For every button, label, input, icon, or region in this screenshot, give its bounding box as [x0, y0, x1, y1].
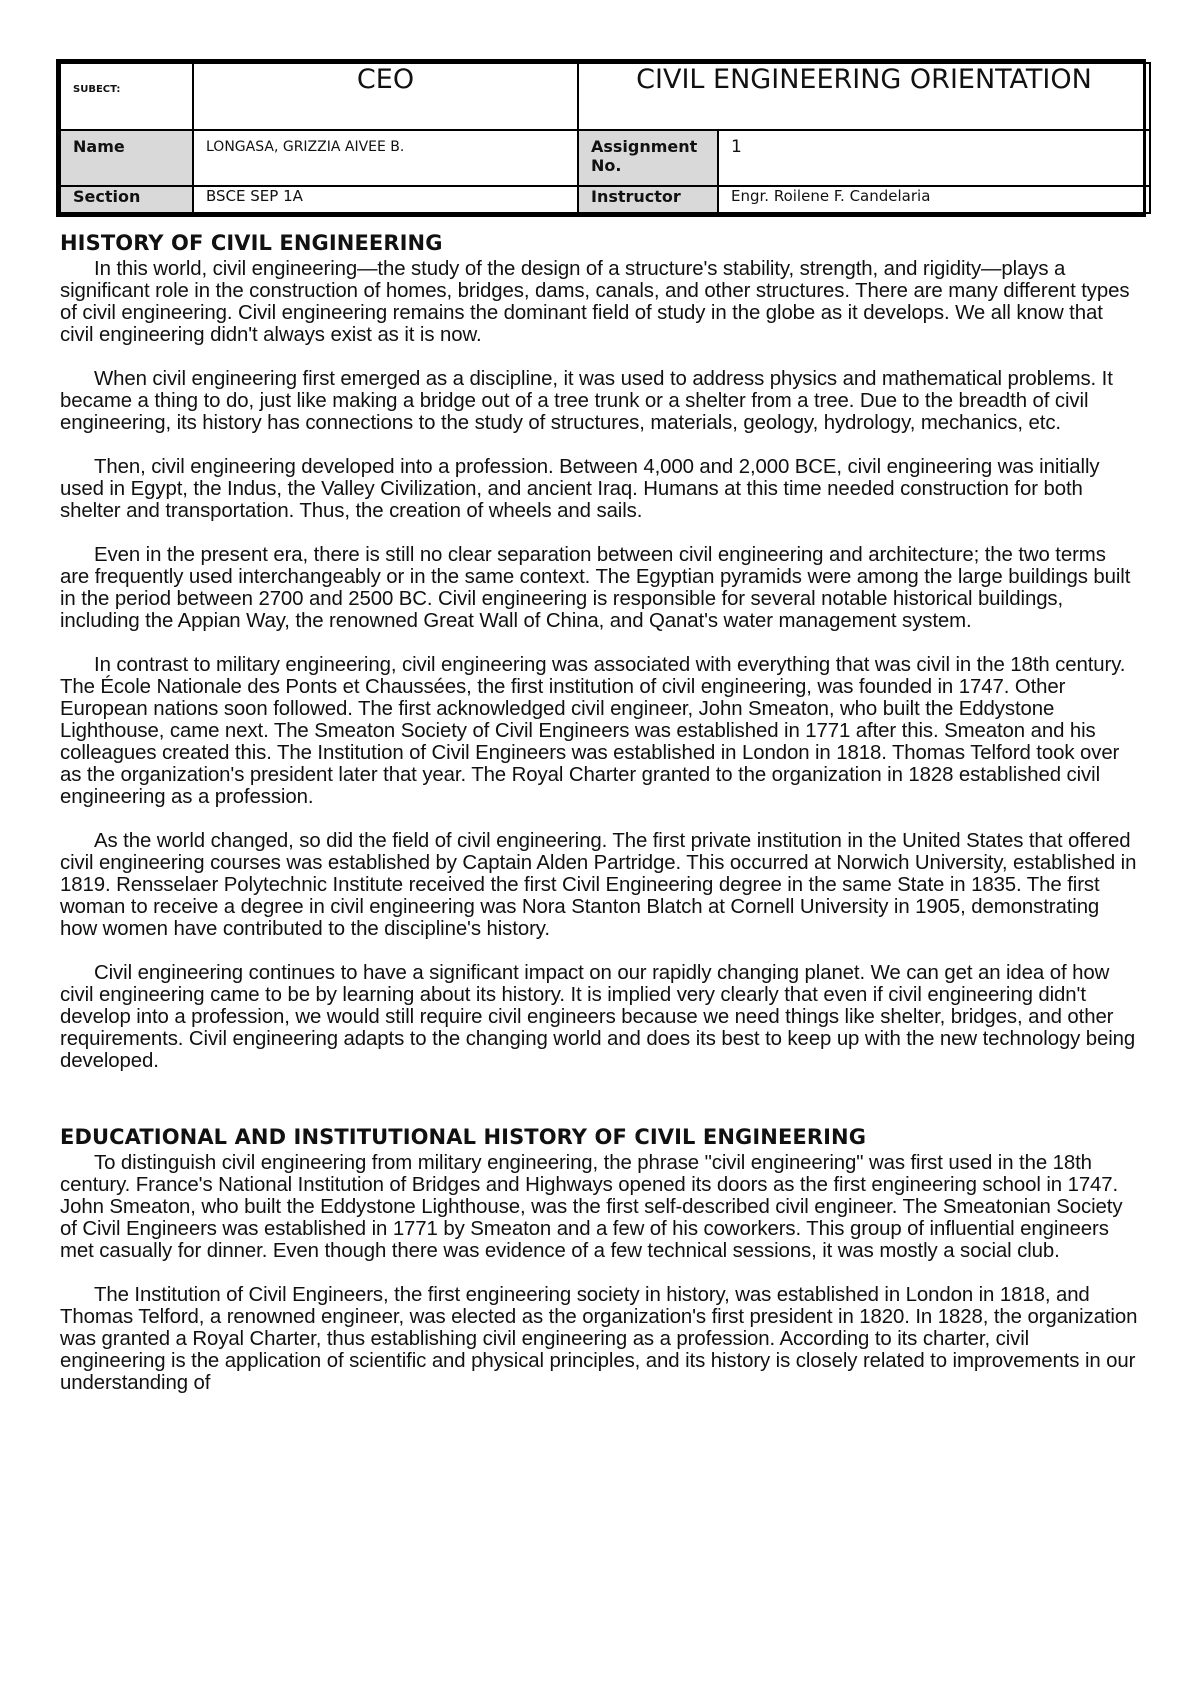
subject-code: CEO: [193, 63, 578, 130]
paragraph: Even in the present era, there is still no clear separation between civil engineering and architecture; the two terms are frequently used interchangeably or in the same context. The Egyptian pyramids were among the large buildings built in the period between 2700 and 2500 BC. Civil engineering is responsible for several notable historical buildings, including the Appian Way, the renowned Great Wall of China, and Qanat's water management system.: [60, 544, 1131, 632]
name-label: Name: [60, 130, 193, 186]
paragraph: As the world changed, so did the field of civil engineering. The first private institution in the United States that offered civil engineering courses was established by Captain Alden Partridge. This occurred at Norwich University, established in 1819. Rensselaer Polytechnic Institute received the first Civil Engineering degree in the same State in 1835. The first woman to receive a degree in civil engineering was Nora Stanton Blatch at Cornell University in 1905, demonstrating how women have contributed to the discipline's history.: [60, 830, 1137, 940]
paragraph: When civil engineering first emerged as a discipline, it was used to address physics and mathematical problems. It became a thing to do, just like making a bridge out of a tree trunk or a shelter from a tree. Due to the breadth of civil engineering, its history has connections to the study of structures, materials, geology, hydrology, mechanics, etc.: [60, 368, 1113, 434]
section-value: BSCE SEP 1A: [193, 186, 578, 213]
assignment-header-table: [56, 59, 1146, 217]
document-body: [60, 228, 1140, 1394]
section-label: Section: [60, 186, 193, 213]
section-row: [60, 186, 1150, 213]
name-value: LONGASA, GRIZZIA AIVEE B.: [193, 130, 578, 186]
instructor-value: Engr. Roilene F. Candelaria: [718, 186, 1150, 213]
subject-row: [60, 63, 1150, 130]
section-heading-educational-history: EDUCATIONAL AND INSTITUTIONAL HISTORY OF CIVIL ENGINEERING: [60, 1125, 867, 1149]
instructor-label: Instructor: [578, 186, 718, 213]
paragraph: The Institution of Civil Engineers, the first engineering society in history, was established in London in 1818, and Thomas Telford, a renowned engineer, was elected as the organization's first president in 1820. In 1828, the organization was granted a Royal Charter, thus establishing civil engineering as a profession. According to its charter, civil engineering is the application of scientific and physical principles, and its history is closely related to improvements in our understanding of: [60, 1284, 1138, 1394]
assignment-value: 1: [718, 130, 1150, 186]
paragraph: Civil engineering continues to have a significant impact on our rapidly changing planet. We can get an idea of how civil engineering came to be by learning about its history. It is implied very clearly that even if civil engineering didn't develop into a profession, we would still require civil engineers because we need things like shelter, bridges, and other requirements. Civil engineering adapts to the changing world and does its best to keep up with the new technology being developed.: [60, 962, 1136, 1072]
paragraph: In this world, civil engineering—the study of the design of a structure's stability, strength, and rigidity—plays a significant role in the construction of homes, bridges, dams, canals, and other structures. There are many different types of civil engineering. Civil engineering remains the dominant field of study in the globe as it develops. We all know that civil engineering didn't always exist as it is now.: [60, 258, 1130, 346]
subject-label: SUBECT:: [60, 63, 193, 130]
assignment-label: Assignment No.: [578, 130, 718, 186]
paragraph: Then, civil engineering developed into a profession. Between 4,000 and 2,000 BCE, civil engineering was initially used in Egypt, the Indus, the Valley Civilization, and ancient Iraq. Humans at this time needed construction for both shelter and transportation. Thus, the creation of wheels and sails.: [60, 456, 1100, 522]
section-heading-history: HISTORY OF CIVIL ENGINEERING: [60, 231, 443, 255]
paragraph: To distinguish civil engineering from military engineering, the phrase "civil engineering" was first used in the 18th century. France's National Institution of Bridges and Highways opened its doors as the first engineering school in 1747. John Smeaton, who built the Eddystone Lighthouse, was the first self-described civil engineer. The Smeatonian Society of Civil Engineers was established in 1771 by Smeaton and a few of his coworkers. This group of influential engineers met casually for dinner. Even though there was evidence of a few technical sessions, it was mostly a social club.: [60, 1152, 1123, 1262]
subject-title: CIVIL ENGINEERING ORIENTATION: [578, 63, 1150, 130]
name-row: [60, 130, 1150, 186]
paragraph: In contrast to military engineering, civil engineering was associated with everything that was civil in the 18th century. The École Nationale des Ponts et Chaussées, the first institution of civil engineering, was founded in 1747. Other European nations soon followed. The first acknowledged civil engineer, John Smeaton, who built the Eddystone Lighthouse, came next. The Smeaton Society of Civil Engineers was established in 1771 after this. Smeaton and his colleagues created this. The Institution of Civil Engineers was established in London in 1818. Thomas Telford took over as the organization's president later that year. The Royal Charter granted to the organization in 1828 established civil engineering as a profession.: [60, 654, 1126, 808]
